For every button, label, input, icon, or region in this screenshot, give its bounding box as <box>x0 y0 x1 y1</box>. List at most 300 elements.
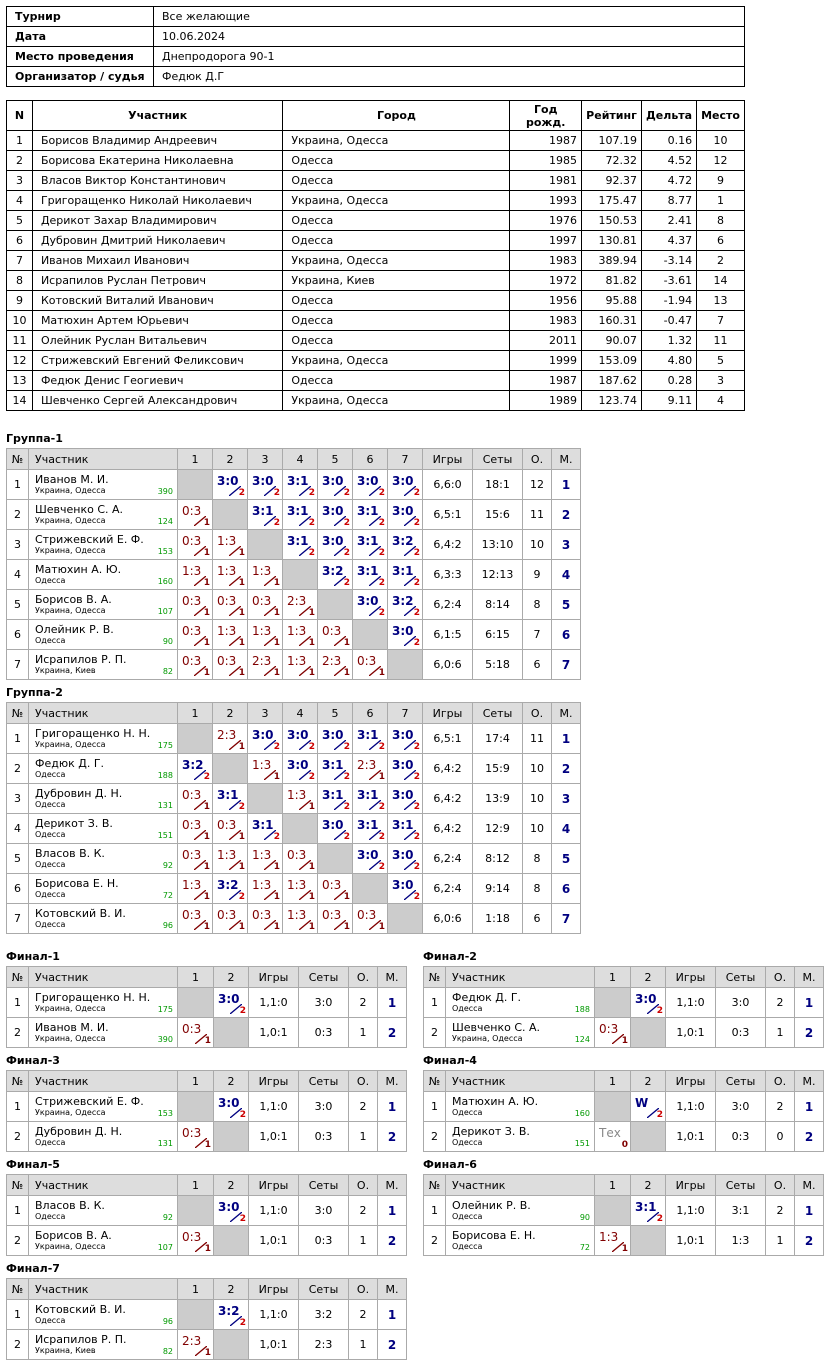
points-value: 6 <box>523 650 552 680</box>
match-points: 1 <box>308 862 315 872</box>
games-value: 6,0:6 <box>423 650 473 680</box>
games-value: 6,6:0 <box>423 470 473 500</box>
player-cell <box>29 1196 178 1226</box>
match-points: 2 <box>238 802 245 812</box>
player-rating: 175 <box>157 741 173 750</box>
match-score: 1:3 <box>287 624 307 638</box>
place-value: 2 <box>378 1330 407 1360</box>
table-cell: 8 <box>7 271 33 291</box>
player-cell <box>29 1330 178 1360</box>
table-cell: 1983 <box>510 311 582 331</box>
points-value: 10 <box>523 530 552 560</box>
table-row <box>7 171 745 191</box>
match-score-cell <box>318 650 353 680</box>
self-match-cell <box>595 1196 631 1226</box>
sets-value: 13:9 <box>473 784 523 814</box>
table-row <box>7 351 745 371</box>
match-score: 3:2 <box>182 758 204 772</box>
match-points: 2 <box>413 832 420 842</box>
match-score: 3:2 <box>218 1304 240 1318</box>
match-score: 3:1 <box>357 818 379 832</box>
match-score-cell <box>388 560 423 590</box>
column-header: Участник <box>29 449 178 470</box>
player-city: Одесса <box>35 800 66 809</box>
table-row <box>424 1226 824 1256</box>
match-score: 2:3 <box>182 1334 202 1348</box>
player-rating: 151 <box>574 1139 590 1148</box>
match-points: 1 <box>343 892 350 902</box>
match-score: 3:0 <box>217 474 239 488</box>
table-row <box>7 560 581 590</box>
row-number: 2 <box>7 1122 29 1152</box>
player-cell <box>446 1226 595 1256</box>
match-score-cell <box>283 844 318 874</box>
column-header: М. <box>378 1279 407 1300</box>
match-score: 3:1 <box>252 504 274 518</box>
player-name: Власов В. К. <box>35 1199 105 1212</box>
match-points: 2 <box>413 488 420 498</box>
table-cell: 1999 <box>510 351 582 371</box>
column-header: № <box>7 967 29 988</box>
player-city: Украина, Одесса <box>35 1004 106 1013</box>
match-score-cell <box>353 590 388 620</box>
player-name: Исрапилов Р. П. <box>35 1333 127 1346</box>
row-number: 2 <box>424 1226 446 1256</box>
table-row <box>424 1018 824 1048</box>
participants-header-row <box>7 101 745 131</box>
player-name: Григоращенко Н. Н. <box>35 727 151 740</box>
match-points: 2 <box>413 742 420 752</box>
column-header: 1 <box>595 1071 631 1092</box>
match-score: 0:3 <box>217 654 237 668</box>
column-header: № <box>7 703 29 724</box>
table-cell: 3 <box>697 371 745 391</box>
match-points: 2 <box>413 802 420 812</box>
table-cell: 72.32 <box>582 151 642 171</box>
match-points: 1 <box>308 892 315 902</box>
row-number: 2 <box>7 1226 29 1256</box>
match-score: 3:1 <box>357 534 379 548</box>
place-value: 5 <box>552 844 581 874</box>
table-cell: Одесса <box>283 291 510 311</box>
column-header: О. <box>349 967 378 988</box>
match-points: 2 <box>238 488 245 498</box>
player-cell <box>29 470 178 500</box>
match-score: 1:3 <box>252 624 272 638</box>
info-value: Днепродорога 90-1 <box>154 47 745 67</box>
table-row <box>424 1092 824 1122</box>
column-header: О. <box>766 1071 795 1092</box>
player-city: Одесса <box>35 770 66 779</box>
self-match-cell <box>388 650 423 680</box>
match-score-cell <box>213 874 248 904</box>
match-score-cell <box>178 1330 214 1360</box>
table-cell: 1 <box>7 131 33 151</box>
table-cell: 5 <box>697 351 745 371</box>
info-value: 10.06.2024 <box>154 27 745 47</box>
match-points: 2 <box>378 862 385 872</box>
match-score: 3:1 <box>322 788 344 802</box>
column-header: 1 <box>178 1071 214 1092</box>
match-points: 2 <box>203 772 210 782</box>
place-value: 2 <box>795 1122 824 1152</box>
points-value: 6 <box>523 904 552 934</box>
results-header-row <box>424 967 824 988</box>
sets-value: 12:13 <box>473 560 523 590</box>
match-points: 2 <box>378 802 385 812</box>
column-header: Сеты <box>299 967 349 988</box>
match-score: 0:3 <box>217 818 237 832</box>
player-city: Украина, Киев <box>35 1346 96 1355</box>
row-number: 6 <box>7 874 29 904</box>
place-value: 2 <box>552 754 581 784</box>
player-city: Одесса <box>452 1138 483 1147</box>
player-rating: 124 <box>574 1035 590 1044</box>
games-value: 6,1:5 <box>423 620 473 650</box>
column-header: № <box>7 1071 29 1092</box>
match-score-cell <box>353 650 388 680</box>
match-score-cell <box>213 814 248 844</box>
table-cell: 1985 <box>510 151 582 171</box>
games-value: 6,5:1 <box>423 724 473 754</box>
place-value: 1 <box>378 1092 407 1122</box>
player-cell <box>29 814 178 844</box>
sets-value: 3:0 <box>716 1092 766 1122</box>
points-value: 1 <box>766 1226 795 1256</box>
match-score-cell <box>388 814 423 844</box>
column-header: Участник <box>29 1279 178 1300</box>
sets-value: 2:3 <box>299 1330 349 1360</box>
match-points: 2 <box>656 1006 663 1016</box>
self-match-cell <box>214 1018 249 1048</box>
match-score-cell <box>353 470 388 500</box>
player-rating: 160 <box>157 577 173 586</box>
match-points: 2 <box>239 1110 246 1120</box>
games-value: 1,1:0 <box>666 988 716 1018</box>
match-score-cell <box>318 814 353 844</box>
section-title: Группа-1 <box>6 432 63 445</box>
place-value: 2 <box>795 1018 824 1048</box>
sets-value: 0:3 <box>299 1018 349 1048</box>
column-header: О. <box>766 967 795 988</box>
table-cell: Украина, Одесса <box>283 391 510 411</box>
player-rating: 131 <box>157 1139 173 1148</box>
player-city: Одесса <box>35 636 66 645</box>
player-city: Одесса <box>452 1212 483 1221</box>
player-cell <box>29 1122 178 1152</box>
sets-value: 17:4 <box>473 724 523 754</box>
match-points: 1 <box>343 922 350 932</box>
sets-value: 3:2 <box>299 1300 349 1330</box>
match-score-cell <box>283 590 318 620</box>
match-score: 3:1 <box>252 818 274 832</box>
column-header: 3 <box>248 703 283 724</box>
column-header: 2 <box>631 1175 666 1196</box>
self-match-cell <box>178 1092 214 1122</box>
match-points: 2 <box>273 742 280 752</box>
match-score: 0:3 <box>252 594 272 608</box>
place-value: 3 <box>552 530 581 560</box>
match-points: 2 <box>413 548 420 558</box>
match-score-cell <box>248 470 283 500</box>
player-name: Иванов М. И. <box>35 1021 109 1034</box>
match-score-cell <box>353 784 388 814</box>
player-rating: 82 <box>162 667 173 676</box>
row-number: 3 <box>7 784 29 814</box>
table-row <box>7 311 745 331</box>
place-value: 1 <box>795 1196 824 1226</box>
table-cell: 130.81 <box>582 231 642 251</box>
table-cell: Одесса <box>283 151 510 171</box>
column-header: Сеты <box>299 1279 349 1300</box>
match-score-cell <box>283 784 318 814</box>
table-row <box>7 331 745 351</box>
match-points: 1 <box>203 548 210 558</box>
column-header: 2 <box>631 1071 666 1092</box>
match-score-cell <box>178 590 213 620</box>
table-row <box>7 620 581 650</box>
column-header: Игры <box>249 967 299 988</box>
match-score: 3:2 <box>322 564 344 578</box>
player-city: Одесса <box>35 890 66 899</box>
column-header: 7 <box>388 703 423 724</box>
player-cell <box>29 844 178 874</box>
column-header: 2 <box>213 703 248 724</box>
match-score: 1:3 <box>217 564 237 578</box>
table-cell: 92.37 <box>582 171 642 191</box>
match-points: 2 <box>239 1006 246 1016</box>
match-score: 2:3 <box>252 654 272 668</box>
match-points: 2 <box>413 638 420 648</box>
match-score: 1:3 <box>252 564 272 578</box>
player-rating: 96 <box>162 1317 173 1326</box>
points-value: 0 <box>766 1122 795 1152</box>
table-cell: 95.88 <box>582 291 642 311</box>
games-value: 1,1:0 <box>249 988 299 1018</box>
sets-value: 0:3 <box>716 1122 766 1152</box>
place-value: 1 <box>795 1092 824 1122</box>
match-points: 2 <box>273 832 280 842</box>
match-score-cell <box>353 814 388 844</box>
player-cell <box>29 904 178 934</box>
player-name: Борисов В. А. <box>35 593 112 606</box>
match-score-cell <box>318 500 353 530</box>
match-score: 0:3 <box>357 654 377 668</box>
games-value: 6,2:4 <box>423 844 473 874</box>
self-match-cell <box>631 1226 666 1256</box>
match-score: 3:1 <box>392 818 414 832</box>
column-header: Сеты <box>716 1175 766 1196</box>
table-cell: 0.16 <box>642 131 697 151</box>
points-value: 8 <box>523 590 552 620</box>
player-city: Одесса <box>35 576 66 585</box>
match-points: 1 <box>204 1244 211 1254</box>
points-value: 2 <box>766 1196 795 1226</box>
match-score-cell <box>318 560 353 590</box>
table-row <box>7 191 745 211</box>
self-match-cell <box>631 1122 666 1152</box>
column-header: 1 <box>595 967 631 988</box>
table-cell: 5 <box>7 211 33 231</box>
column-header: 4 <box>283 703 318 724</box>
info-row <box>7 27 745 47</box>
row-number: 4 <box>7 814 29 844</box>
table-cell: 7 <box>7 251 33 271</box>
table-cell: 1993 <box>510 191 582 211</box>
match-score-cell <box>213 560 248 590</box>
table-cell: 11 <box>7 331 33 351</box>
sets-value: 3:0 <box>299 1092 349 1122</box>
player-city: Украина, Одесса <box>452 1034 523 1043</box>
points-value: 11 <box>523 724 552 754</box>
match-score-cell <box>214 1092 249 1122</box>
row-number: 3 <box>7 530 29 560</box>
table-cell: 1983 <box>510 251 582 271</box>
match-score: 1:3 <box>217 624 237 638</box>
place-value: 7 <box>552 650 581 680</box>
row-number: 7 <box>7 904 29 934</box>
place-value: 1 <box>552 470 581 500</box>
player-cell <box>29 724 178 754</box>
match-points: 2 <box>413 518 420 528</box>
match-points: 1 <box>238 578 245 588</box>
match-points: 2 <box>308 488 315 498</box>
column-header: О. <box>349 1071 378 1092</box>
match-score-cell <box>318 620 353 650</box>
table-cell: Украина, Одесса <box>283 351 510 371</box>
match-score-cell <box>388 620 423 650</box>
player-name: Котовский В. И. <box>35 1303 126 1316</box>
match-score-cell <box>178 1018 214 1048</box>
table-cell: Котовский Виталий Иванович <box>32 291 282 311</box>
self-match-cell <box>178 1300 214 1330</box>
table-cell: 90.07 <box>582 331 642 351</box>
match-points: 1 <box>203 578 210 588</box>
column-header: № <box>424 967 446 988</box>
match-score-cell <box>283 620 318 650</box>
section-title: Финал-2 <box>423 950 477 963</box>
games-value: 1,0:1 <box>249 1226 299 1256</box>
table-cell: Одесса <box>283 331 510 351</box>
results-header-row <box>7 449 581 470</box>
results-header-row <box>424 1175 824 1196</box>
player-rating: 96 <box>162 921 173 930</box>
match-score-cell <box>248 904 283 934</box>
match-points: 1 <box>238 832 245 842</box>
player-rating: 107 <box>157 607 173 616</box>
column-header: № <box>7 449 29 470</box>
info-value: Все желающие <box>154 7 745 27</box>
games-value: 1,1:0 <box>666 1196 716 1226</box>
match-score-cell <box>388 724 423 754</box>
table-cell: Борисова Екатерина Николаевна <box>32 151 282 171</box>
column-header: М. <box>795 1175 824 1196</box>
match-score: 3:1 <box>357 504 379 518</box>
column-header: Участник <box>29 703 178 724</box>
self-match-cell <box>213 754 248 784</box>
table-cell: 1989 <box>510 391 582 411</box>
column-header: Участник <box>29 1071 178 1092</box>
table-row <box>7 1196 407 1226</box>
row-number: 1 <box>424 988 446 1018</box>
match-score: 1:3 <box>252 878 272 892</box>
place-value: 7 <box>552 904 581 934</box>
match-score-cell <box>318 470 353 500</box>
points-value: 1 <box>349 1226 378 1256</box>
column-header: 6 <box>353 449 388 470</box>
table-cell: 9 <box>7 291 33 311</box>
match-score: 3:2 <box>217 878 239 892</box>
player-rating: 72 <box>162 891 173 900</box>
match-score-cell <box>178 650 213 680</box>
match-points: 1 <box>273 922 280 932</box>
match-score-cell <box>388 590 423 620</box>
match-score: 0:3 <box>182 504 202 518</box>
table-cell: Одесса <box>283 171 510 191</box>
match-points: 1 <box>273 578 280 588</box>
match-score-cell <box>388 874 423 904</box>
player-cell <box>29 560 178 590</box>
table-row <box>424 1196 824 1226</box>
column-header: Участник <box>446 967 595 988</box>
points-value: 8 <box>523 874 552 904</box>
place-value: 6 <box>552 620 581 650</box>
match-points: 2 <box>413 862 420 872</box>
table-cell: Дубровин Дмитрий Николаевич <box>32 231 282 251</box>
table-row <box>7 131 745 151</box>
match-points: 1 <box>203 608 210 618</box>
match-score: 3:1 <box>287 534 309 548</box>
match-score-cell <box>214 988 249 1018</box>
table-row <box>7 500 581 530</box>
match-score: 3:0 <box>357 848 379 862</box>
results-table <box>6 1070 407 1152</box>
column-header: М. <box>378 1071 407 1092</box>
tournament-info-table <box>6 6 745 87</box>
player-name: Матюхин А. Ю. <box>35 563 122 576</box>
match-score-cell <box>631 988 666 1018</box>
player-city: Украина, Одесса <box>35 740 106 749</box>
place-value: 6 <box>552 874 581 904</box>
table-cell: Одесса <box>283 371 510 391</box>
player-city: Одесса <box>35 860 66 869</box>
match-score: 3:2 <box>392 594 414 608</box>
column-header: 1 <box>178 1279 214 1300</box>
match-score-cell <box>178 560 213 590</box>
match-points: 1 <box>378 668 385 678</box>
match-score-cell <box>248 754 283 784</box>
place-value: 2 <box>378 1226 407 1256</box>
player-name: Олейник Р. В. <box>452 1199 531 1212</box>
section-title: Финал-3 <box>6 1054 60 1067</box>
column-header: Участник <box>29 1175 178 1196</box>
match-score: 0:3 <box>182 788 202 802</box>
match-points: 1 <box>621 1036 628 1046</box>
player-rating: 188 <box>157 771 173 780</box>
match-score-cell <box>353 560 388 590</box>
match-score: 3:0 <box>252 728 274 742</box>
table-row <box>7 784 581 814</box>
match-score-cell <box>283 754 318 784</box>
sets-value: 15:9 <box>473 754 523 784</box>
table-cell: 6 <box>697 231 745 251</box>
match-points: 2 <box>343 578 350 588</box>
points-value: 9 <box>523 560 552 590</box>
match-points: 2 <box>308 518 315 528</box>
column-header: 2 <box>631 967 666 988</box>
match-points: 1 <box>308 608 315 618</box>
match-score: 1:3 <box>217 848 237 862</box>
